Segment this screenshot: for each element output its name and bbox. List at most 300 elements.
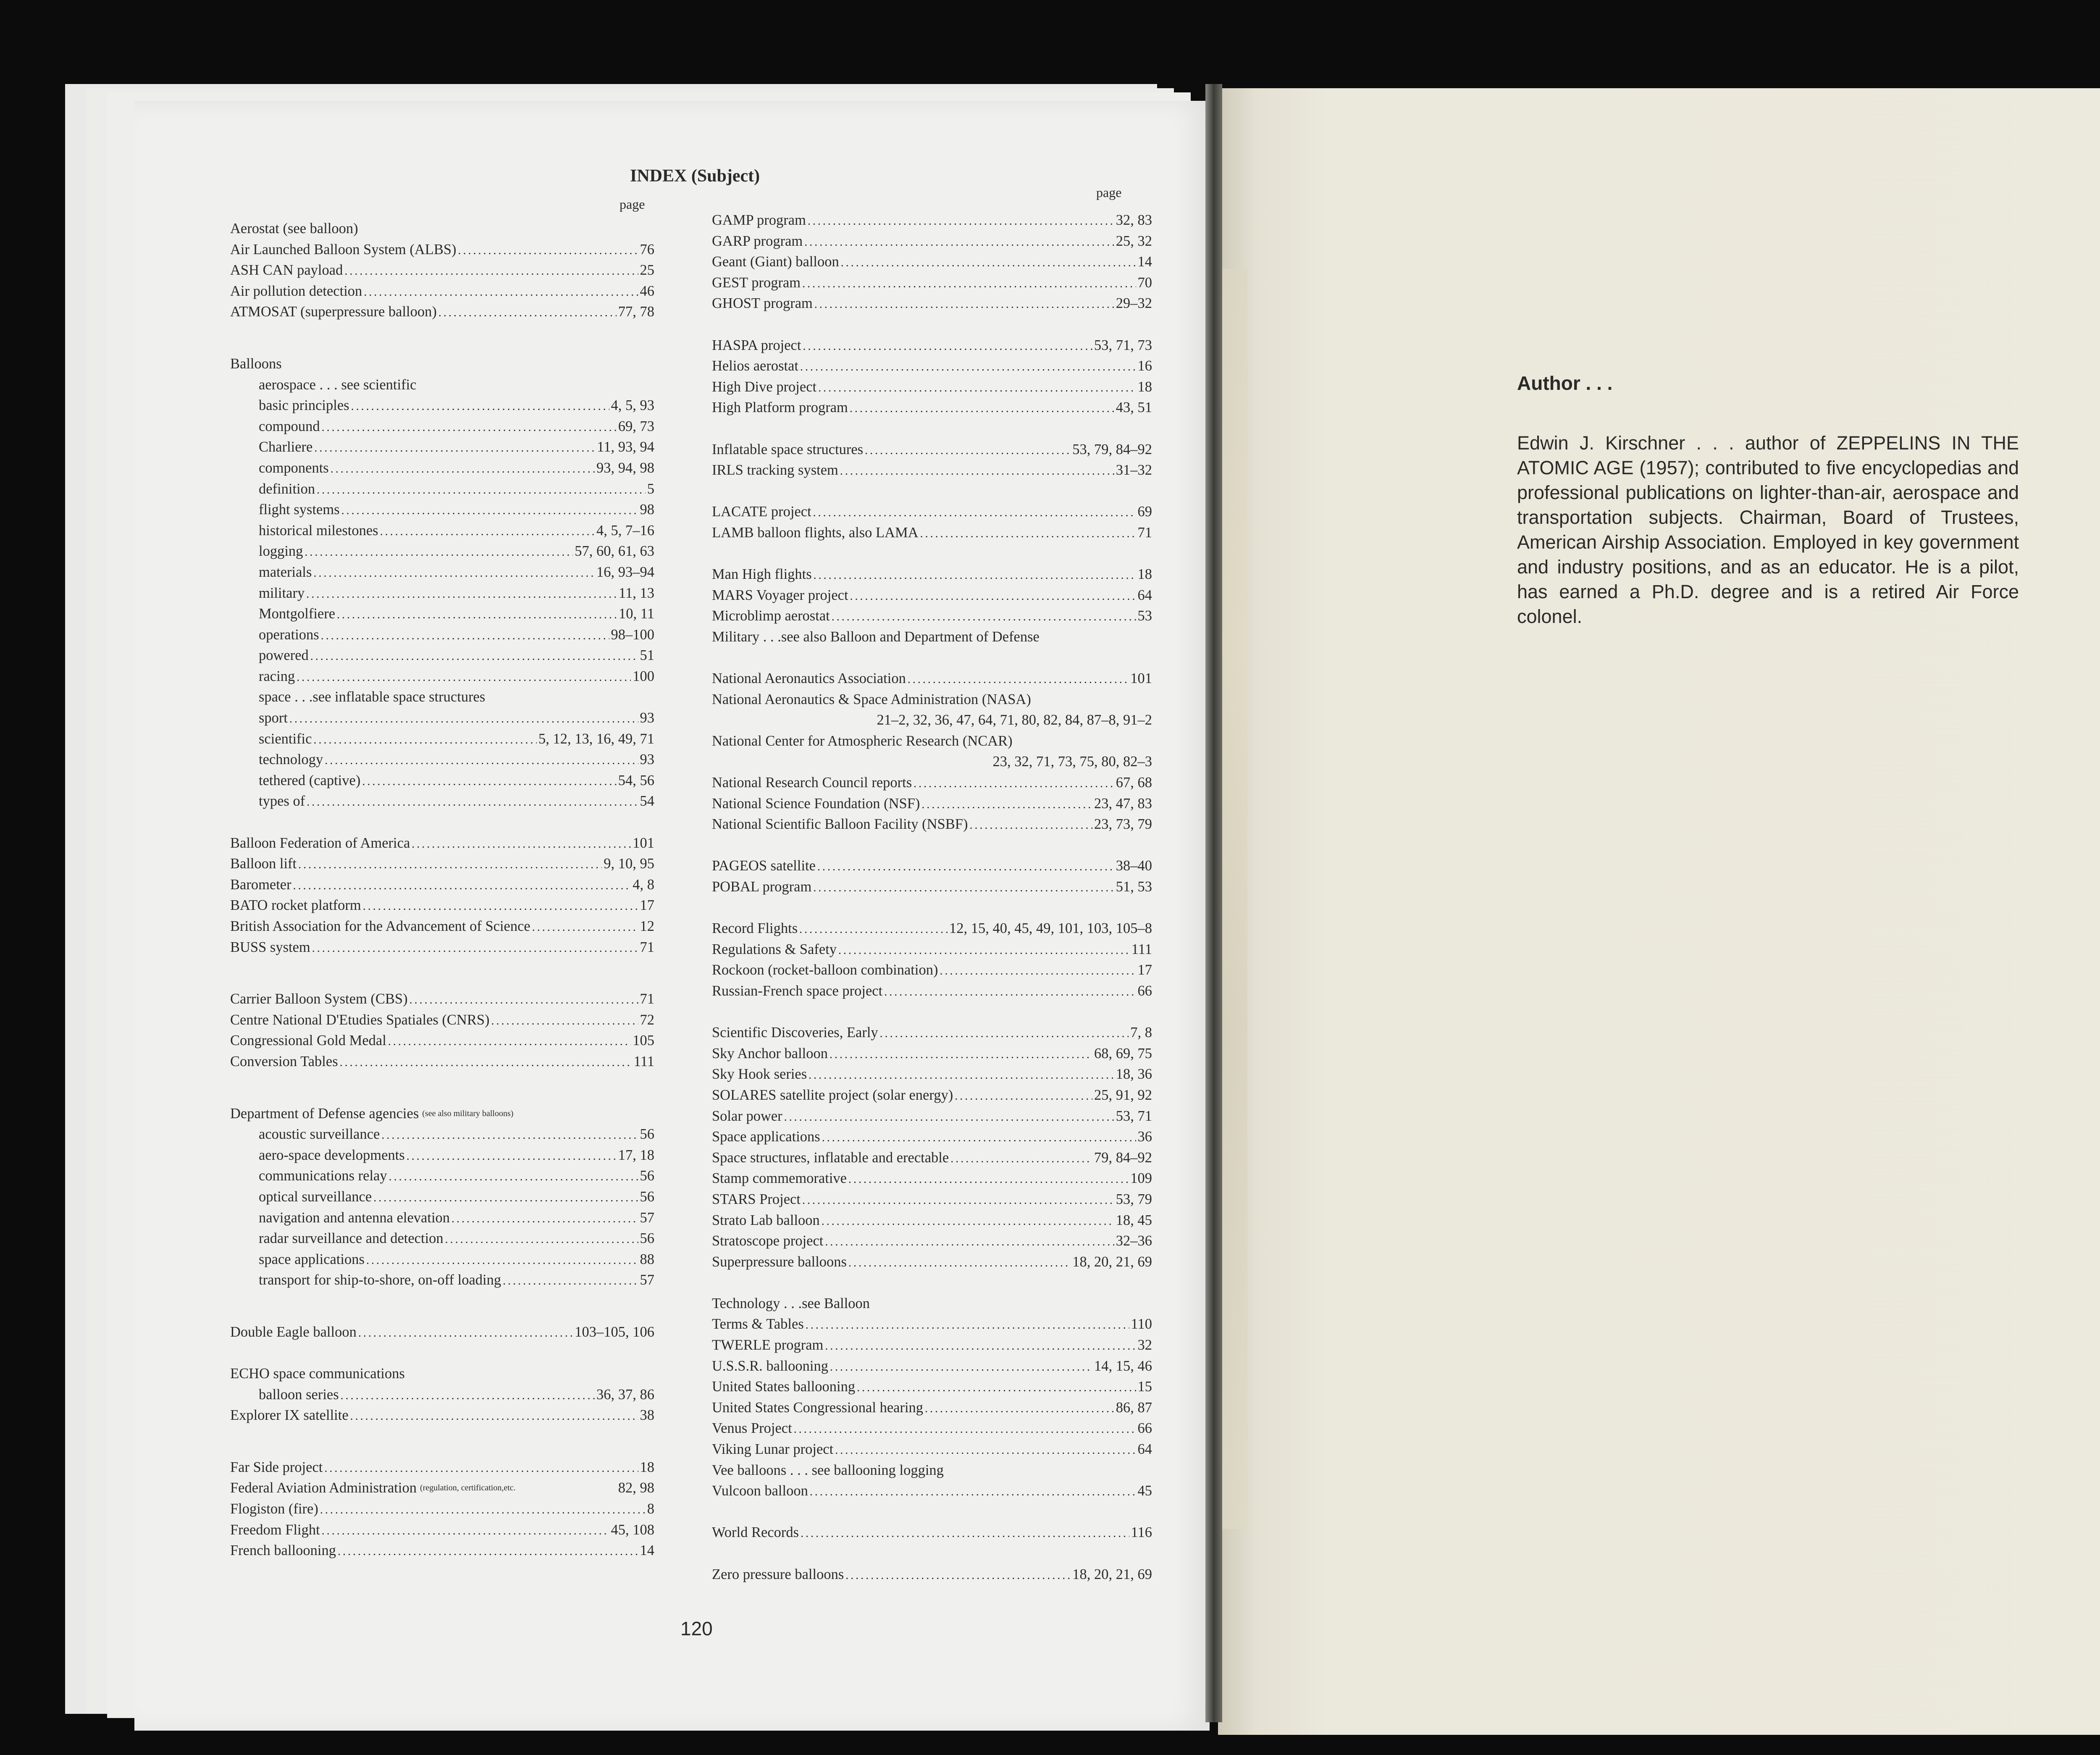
index-entry-label: High Platform program [712,399,848,416]
index-entry-pages: 18, 20, 21, 69 [1072,1253,1152,1270]
index-entry-label: Venus Project [712,1420,792,1437]
index-entry-pages: 98–100 [611,626,654,643]
index-entry [230,1499,654,1520]
index-entry-label: optical surveillance [259,1188,372,1205]
index-spacer [230,1426,654,1457]
index-entry [712,856,1152,877]
page-number: 120 [680,1618,713,1639]
leader-dots [320,1505,646,1520]
leader-dots [813,508,1136,523]
index-entry-label: Strato Lab balloon [712,1212,820,1228]
index-entry-pages: 53, 79, 84–92 [1072,441,1152,457]
leader-dots [350,1411,638,1426]
index-entry-label: Geant (Giant) balloon [712,254,839,270]
index-entry-label: Federal Aviation Administration [230,1480,417,1496]
leader-dots [340,1058,632,1072]
index-entry [230,875,654,896]
index-entry [230,1187,654,1208]
index-entry-pages: 56 [640,1168,654,1184]
leader-dots [293,881,631,896]
index-entry-pages: 103–105, 106 [575,1324,654,1340]
index-entry [230,687,654,708]
leader-dots [289,714,638,729]
index-entry-pages: 4, 5, 7–16 [596,522,654,539]
index-entry-label: sport [259,710,288,726]
index-entry-label: Congressional Gold Medal [230,1033,386,1049]
index-entry [230,1270,654,1291]
index-entry-label: Sky Anchor balloon [712,1045,828,1061]
leader-dots [880,1029,1129,1043]
index-entry [230,416,654,437]
index-entry-label: Carrier Balloon System (CBS) [230,991,408,1007]
index-entry-label: Helios aerostat [712,358,798,374]
index-entry [712,1293,1152,1314]
index-entry-pages: 43, 51 [1116,399,1152,416]
index-entry-pages: 17, 18 [618,1147,654,1163]
index-entry [712,918,1152,939]
index-entry-pages: 53, 71, 73 [1094,337,1152,353]
index-entry [712,1314,1152,1335]
index-entry-label: Flogiston (fire) [230,1501,318,1517]
index-entry-label: Charliere [259,439,313,455]
index-entry-label: LAMB balloon flights, also LAMA [712,524,919,541]
leader-dots [806,1321,1129,1335]
index-entry [712,1085,1152,1106]
index-entry-label: SOLARES satellite project (solar energy) [712,1087,953,1103]
index-entry-pages: 105 [633,1033,654,1049]
index-entry-pages: 45, 108 [611,1521,654,1538]
index-entry [712,439,1152,460]
index-entry-label: Terms & Tables [712,1316,804,1332]
index-entry-label: materials [259,564,312,580]
leader-dots [380,527,595,541]
index-entry-label: United States Congressional hearing [712,1399,924,1416]
index-entry [712,731,1152,752]
index-entry-pages: 111 [633,1053,654,1069]
index-entry-pages: 93 [640,710,654,726]
index-entry-pages: 32, 83 [1116,212,1152,228]
index-entry-pages: 71 [640,991,654,1007]
index-entry-pages: 76 [640,241,654,257]
index-entry-pages: 16, 93–94 [596,564,654,580]
leader-dots [452,1214,638,1229]
index-entry-pages: 53, 71 [1116,1108,1152,1124]
index-entry-pages: 54 [640,793,654,809]
index-entry-label: Department of Defense agencies [230,1105,419,1122]
leader-dots [884,987,1136,1002]
index-entry-label: Microblimp aerostat [712,608,830,624]
index-entry-pages: 109 [1130,1170,1152,1187]
index-entry-label: Air Launched Balloon System (ALBS) [230,241,457,257]
index-entry-pages: 53 [1137,608,1152,624]
index-entry [230,437,654,458]
leader-dots [830,1362,1092,1377]
index-entry-label: Montgolfiere [259,606,336,622]
index-entry [712,1231,1152,1252]
index-entry [230,854,654,875]
index-spacer [230,1343,654,1364]
index-entry [230,395,654,416]
index-entry-label: technology [259,751,323,768]
index-entry [712,1148,1152,1169]
index-entry [712,273,1152,294]
index-entry-pages: 69, 73 [618,418,654,434]
index-entry-label: Viking Lunar project [712,1441,834,1458]
leader-dots [920,529,1136,544]
index-entry-pages: 66 [1137,983,1152,999]
index-entry [230,520,654,541]
leader-dots [312,943,638,958]
index-entry [712,1418,1152,1439]
index-entry-pages: 18, 36 [1116,1066,1152,1082]
index-entry-label: scientific [259,730,312,747]
index-entry-pages: 11, 13 [619,585,654,601]
leader-dots [363,902,638,917]
index-entry-pages: 31–32 [1116,462,1152,478]
index-entry-pages: 56 [640,1126,654,1143]
index-entry-pages: 18 [1137,378,1152,395]
leader-dots [804,237,1114,252]
index-entry [712,1168,1152,1189]
index-entry-label: Centre National D'Etudies Spatiales (CNRS) [230,1011,490,1028]
leader-dots [322,423,617,437]
index-entry [230,791,654,812]
index-entry-label: BUSS system [230,939,310,955]
index-entry [712,939,1152,960]
leader-dots [810,1487,1136,1502]
index-entry-pages: 25, 91, 92 [1094,1087,1152,1103]
index-entry [230,302,654,323]
index-entry-pages: 25, 32 [1116,233,1152,249]
index-entry-pages: 70 [1137,274,1152,291]
index-entry [230,1103,654,1124]
index-entry-label: powered [259,647,309,664]
index-column-1 [230,218,654,1561]
index-entry-pages: 101 [1130,670,1152,687]
index-entry [712,397,1152,418]
index-entry-label: Double Eagle balloon [230,1324,357,1340]
index-spacer [712,1502,1152,1523]
index-entry [712,1564,1152,1585]
index-entry-label: Balloons [230,355,282,372]
index-entry-pages: 11, 93, 94 [597,439,654,455]
index-entry-label: components [259,460,329,476]
index-entry-pages: 21–2, 32, 36, 47, 64, 71, 80, 82, 84, 87–8, 91–2 [877,712,1152,728]
index-entry [712,689,1152,710]
index-entry-pages: 51 [640,647,654,664]
leader-dots [313,735,537,750]
index-spacer [712,418,1152,439]
leader-dots [325,756,638,770]
index-entry-pages: 71 [640,939,654,955]
leader-dots [800,362,1136,377]
index-entry-pages: 18 [1137,566,1152,583]
index-entry-label: Explorer IX satellite [230,1407,349,1424]
index-entry-pages: 9, 10, 95 [604,856,654,872]
index-entry-pages: 57, 60, 61, 63 [575,543,654,560]
index-entry-label: types of [259,793,305,809]
index-entry-label: British Association for the Advancement of Science [230,918,530,934]
index-entry-label: historical milestones [259,522,378,539]
leader-dots [841,258,1136,273]
author-bio: Edwin J. Kirschner . . . author of ZEPPELINS IN THE ATOMIC AGE (1957); contributed to five encyclopedias and professional publications on lighter-than-air, aerospace and transportation subjects. Chairman, Board of Trustees, American Airship Association. Employed in key government and industry positions, and as an educator. He is a pilot, has earned a Ph.D. degree and is a retired Air Force colonel. [1517,432,2019,627]
leader-dots [338,1547,638,1561]
index-entry-pages: 23, 32, 71, 73, 75, 80, 82–3 [992,754,1152,770]
index-entry-label: National Center for Atmospheric Research (NCAR) [712,733,1013,749]
index-entry [230,666,654,687]
index-entry-pages: 54, 56 [618,772,654,788]
leader-dots [817,862,1114,877]
index-entry [230,1208,654,1229]
index-entry-label: National Science Foundation (NSF) [712,795,920,812]
index-entry [712,252,1152,273]
index-entry [712,1335,1152,1356]
leader-dots [814,570,1136,585]
index-entry-pages: 5, 12, 13, 16, 49, 71 [538,730,654,747]
leader-dots [921,800,1092,814]
index-entry-label: flight systems [259,502,340,518]
author-page [1218,88,2100,1735]
index-entry-label: GEST program [712,274,801,291]
index-entry-pages: 14 [640,1542,654,1559]
index-entry [230,1405,654,1426]
index-entry-pages: 29–32 [1116,295,1152,312]
index-entry [230,1145,654,1166]
index-entry-label: Stratoscope project [712,1233,824,1249]
index-entry [230,1364,654,1385]
index-entry [712,1356,1152,1377]
leader-dots [341,1391,595,1406]
leader-dots [801,1529,1129,1544]
leader-dots [373,1193,638,1208]
index-entry-pages: 25 [640,262,654,278]
index-entry [230,770,654,791]
index-entry-label: Rockoon (rocket-balloon combination) [712,962,938,978]
index-entry-pages: 8 [647,1501,654,1517]
index-entry [712,356,1152,377]
index-entry [712,377,1152,398]
index-entry-pages: 12 [640,918,654,934]
index-entry [230,729,654,750]
index-title: INDEX (Subject) [630,166,760,186]
leader-dots [955,1091,1092,1106]
leader-dots [438,308,617,323]
index-entry-label: ASH CAN payload [230,262,343,278]
index-entry-label: balloon series [259,1386,339,1403]
index-entry [712,210,1152,231]
index-entry-label: compound [259,418,320,434]
index-entry-pages: 4, 8 [633,876,654,893]
leader-dots [388,1037,631,1051]
index-entry [712,1022,1152,1043]
index-entry-pages: 64 [1137,587,1152,603]
leader-dots [307,798,638,812]
index-entry-label: United States ballooning [712,1379,856,1395]
leader-dots [297,673,631,687]
index-entry-pages: 17 [640,897,654,914]
leader-dots [845,1571,1071,1585]
index-entry [230,1478,654,1499]
index-entry-label: Air pollution detection [230,283,362,299]
leader-dots [799,925,948,939]
index-entry [230,1322,654,1343]
index-entry [230,937,654,958]
leader-dots [822,1133,1136,1148]
leader-dots [532,922,638,937]
index-entry-label: definition [259,481,315,497]
leader-dots [857,1383,1136,1398]
index-entry [230,1030,654,1051]
index-entry-pages: 51, 53 [1116,879,1152,895]
index-entry-label: National Research Council reports [712,775,912,791]
index-entry [712,1439,1152,1460]
leader-dots [341,506,638,520]
leader-dots [802,1195,1114,1210]
index-entry-label: Sky Hook series [712,1066,807,1082]
leader-dots [366,1256,638,1270]
index-entry-pages: 82, 98 [618,1480,654,1496]
index-entry [712,293,1152,314]
index-entry-pages: 100 [633,668,654,684]
index-spacer [712,647,1152,668]
index-entry [712,751,1152,772]
leader-dots [848,1258,1071,1273]
index-entry-label: World Records [712,1524,799,1541]
leader-dots [381,1130,638,1145]
leader-dots [925,1404,1114,1419]
index-entry-label: basic principles [259,397,349,414]
index-spacer [712,835,1152,856]
index-entry-pages: 101 [633,835,654,851]
index-entry-label: Vee balloons . . . see ballooning logging [712,1462,944,1478]
index-entry [712,960,1152,981]
index-entry-label: Barometer [230,876,291,893]
leader-dots [321,631,609,646]
index-entry-label: LACATE project [712,504,811,520]
index-entry-pages: 66 [1137,1420,1152,1437]
index-entry [230,1540,654,1561]
index-entry-pages: 32–36 [1116,1233,1152,1249]
index-spacer [712,544,1152,565]
leader-dots [808,1070,1114,1085]
index-entry-label: aero-space developments [259,1147,405,1163]
leader-dots [802,279,1136,294]
index-spacer [230,323,654,354]
index-entry [230,989,654,1010]
index-entry [712,1127,1152,1148]
index-entry-pages: 77, 78 [618,304,654,320]
index-spacer [712,1002,1152,1023]
leader-dots [838,946,1130,960]
index-entry-label: High Dive project [712,378,817,395]
index-entry [712,668,1152,689]
index-entry-pages: 57 [640,1209,654,1226]
leader-dots [808,216,1114,231]
index-entry [712,502,1152,523]
index-entry-pages: 46 [640,283,654,299]
index-entry-label: military [259,585,305,601]
index-entry-label: Man High flights [712,566,812,583]
leader-dots [803,342,1092,356]
index-entry [230,604,654,625]
leader-dots [822,1216,1114,1231]
index-entry-label: IRLS tracking system [712,462,838,478]
leader-dots [825,1341,1136,1356]
leader-dots [491,1016,638,1031]
index-entry-label: ATMOSAT (superpressure balloon) [230,304,437,320]
index-entry-label: navigation and antenna elevation [259,1209,450,1226]
index-entry-label: National Aeronautics Association [712,670,906,687]
index-entry [230,499,654,520]
leader-dots [304,547,573,562]
index-entry-pages: 56 [640,1188,654,1205]
index-entry [712,793,1152,814]
index-entry [712,627,1152,648]
index-entry-label: TWERLE program [712,1337,824,1353]
index-entry-pages: 17 [1137,962,1152,978]
index-entry-label: space . . .see inflatable space structures [259,689,486,705]
leader-dots [914,779,1114,793]
index-entry-label: space applications [259,1251,365,1267]
index-entry-label: Record Flights [712,920,798,937]
index-entry-label: Zero pressure balloons [712,1566,844,1582]
index-column-2 [712,210,1152,1585]
leader-dots [407,1151,617,1166]
index-entry-pages: 56 [640,1230,654,1247]
index-spacer [230,1072,654,1103]
leader-dots [298,860,602,875]
leader-dots [814,300,1114,314]
index-entry-label: U.S.S.R. ballooning [712,1358,828,1374]
leader-dots [337,610,617,625]
index-entry-pages: 68, 69, 75 [1094,1045,1152,1061]
index-entry [712,814,1152,835]
index-entry-label: MARS Voyager project [712,587,848,603]
index-entry-label: STARS Project [712,1191,801,1207]
index-entry-pages: 38 [640,1407,654,1424]
index-entry-label: Balloon lift [230,856,297,872]
index-entry-pages: 71 [1137,524,1152,541]
index-entry-label: racing [259,668,295,684]
index-entry-label: Conversion Tables [230,1053,338,1069]
index-spacer [712,898,1152,919]
index-entry-pages: 86, 87 [1116,1399,1152,1416]
index-entry [230,354,654,375]
index-entry-pages: 67, 68 [1116,775,1152,791]
leader-dots [358,1328,573,1343]
index-entry-label: GHOST program [712,295,813,312]
index-entry-pages: 116 [1131,1524,1152,1541]
index-entry-label: National Aeronautics & Space Administration (NASA) [712,691,1031,707]
index-entry [712,772,1152,793]
index-entry-pages: 14 [1137,254,1152,270]
index-entry-label: Freedom Flight [230,1521,320,1538]
index-entry-label: Space structures, inflatable and erectable [712,1149,949,1166]
index-entry-label: Inflatable space structures [712,441,864,457]
index-entry [230,562,654,583]
leader-dots [317,485,646,500]
index-entry-label: French ballooning [230,1542,336,1559]
index-entry-label: National Scientific Balloon Facility (NSBF) [712,816,968,833]
leader-dots [969,820,1092,835]
index-entry-pages: 79, 84–92 [1094,1149,1152,1166]
index-entry [230,645,654,666]
leader-dots [950,1154,1092,1169]
leader-dots [322,1526,609,1541]
index-entry-pages: 98 [640,502,654,518]
index-entry-label: Russian-French space project [712,983,883,999]
leader-dots [830,1050,1092,1064]
